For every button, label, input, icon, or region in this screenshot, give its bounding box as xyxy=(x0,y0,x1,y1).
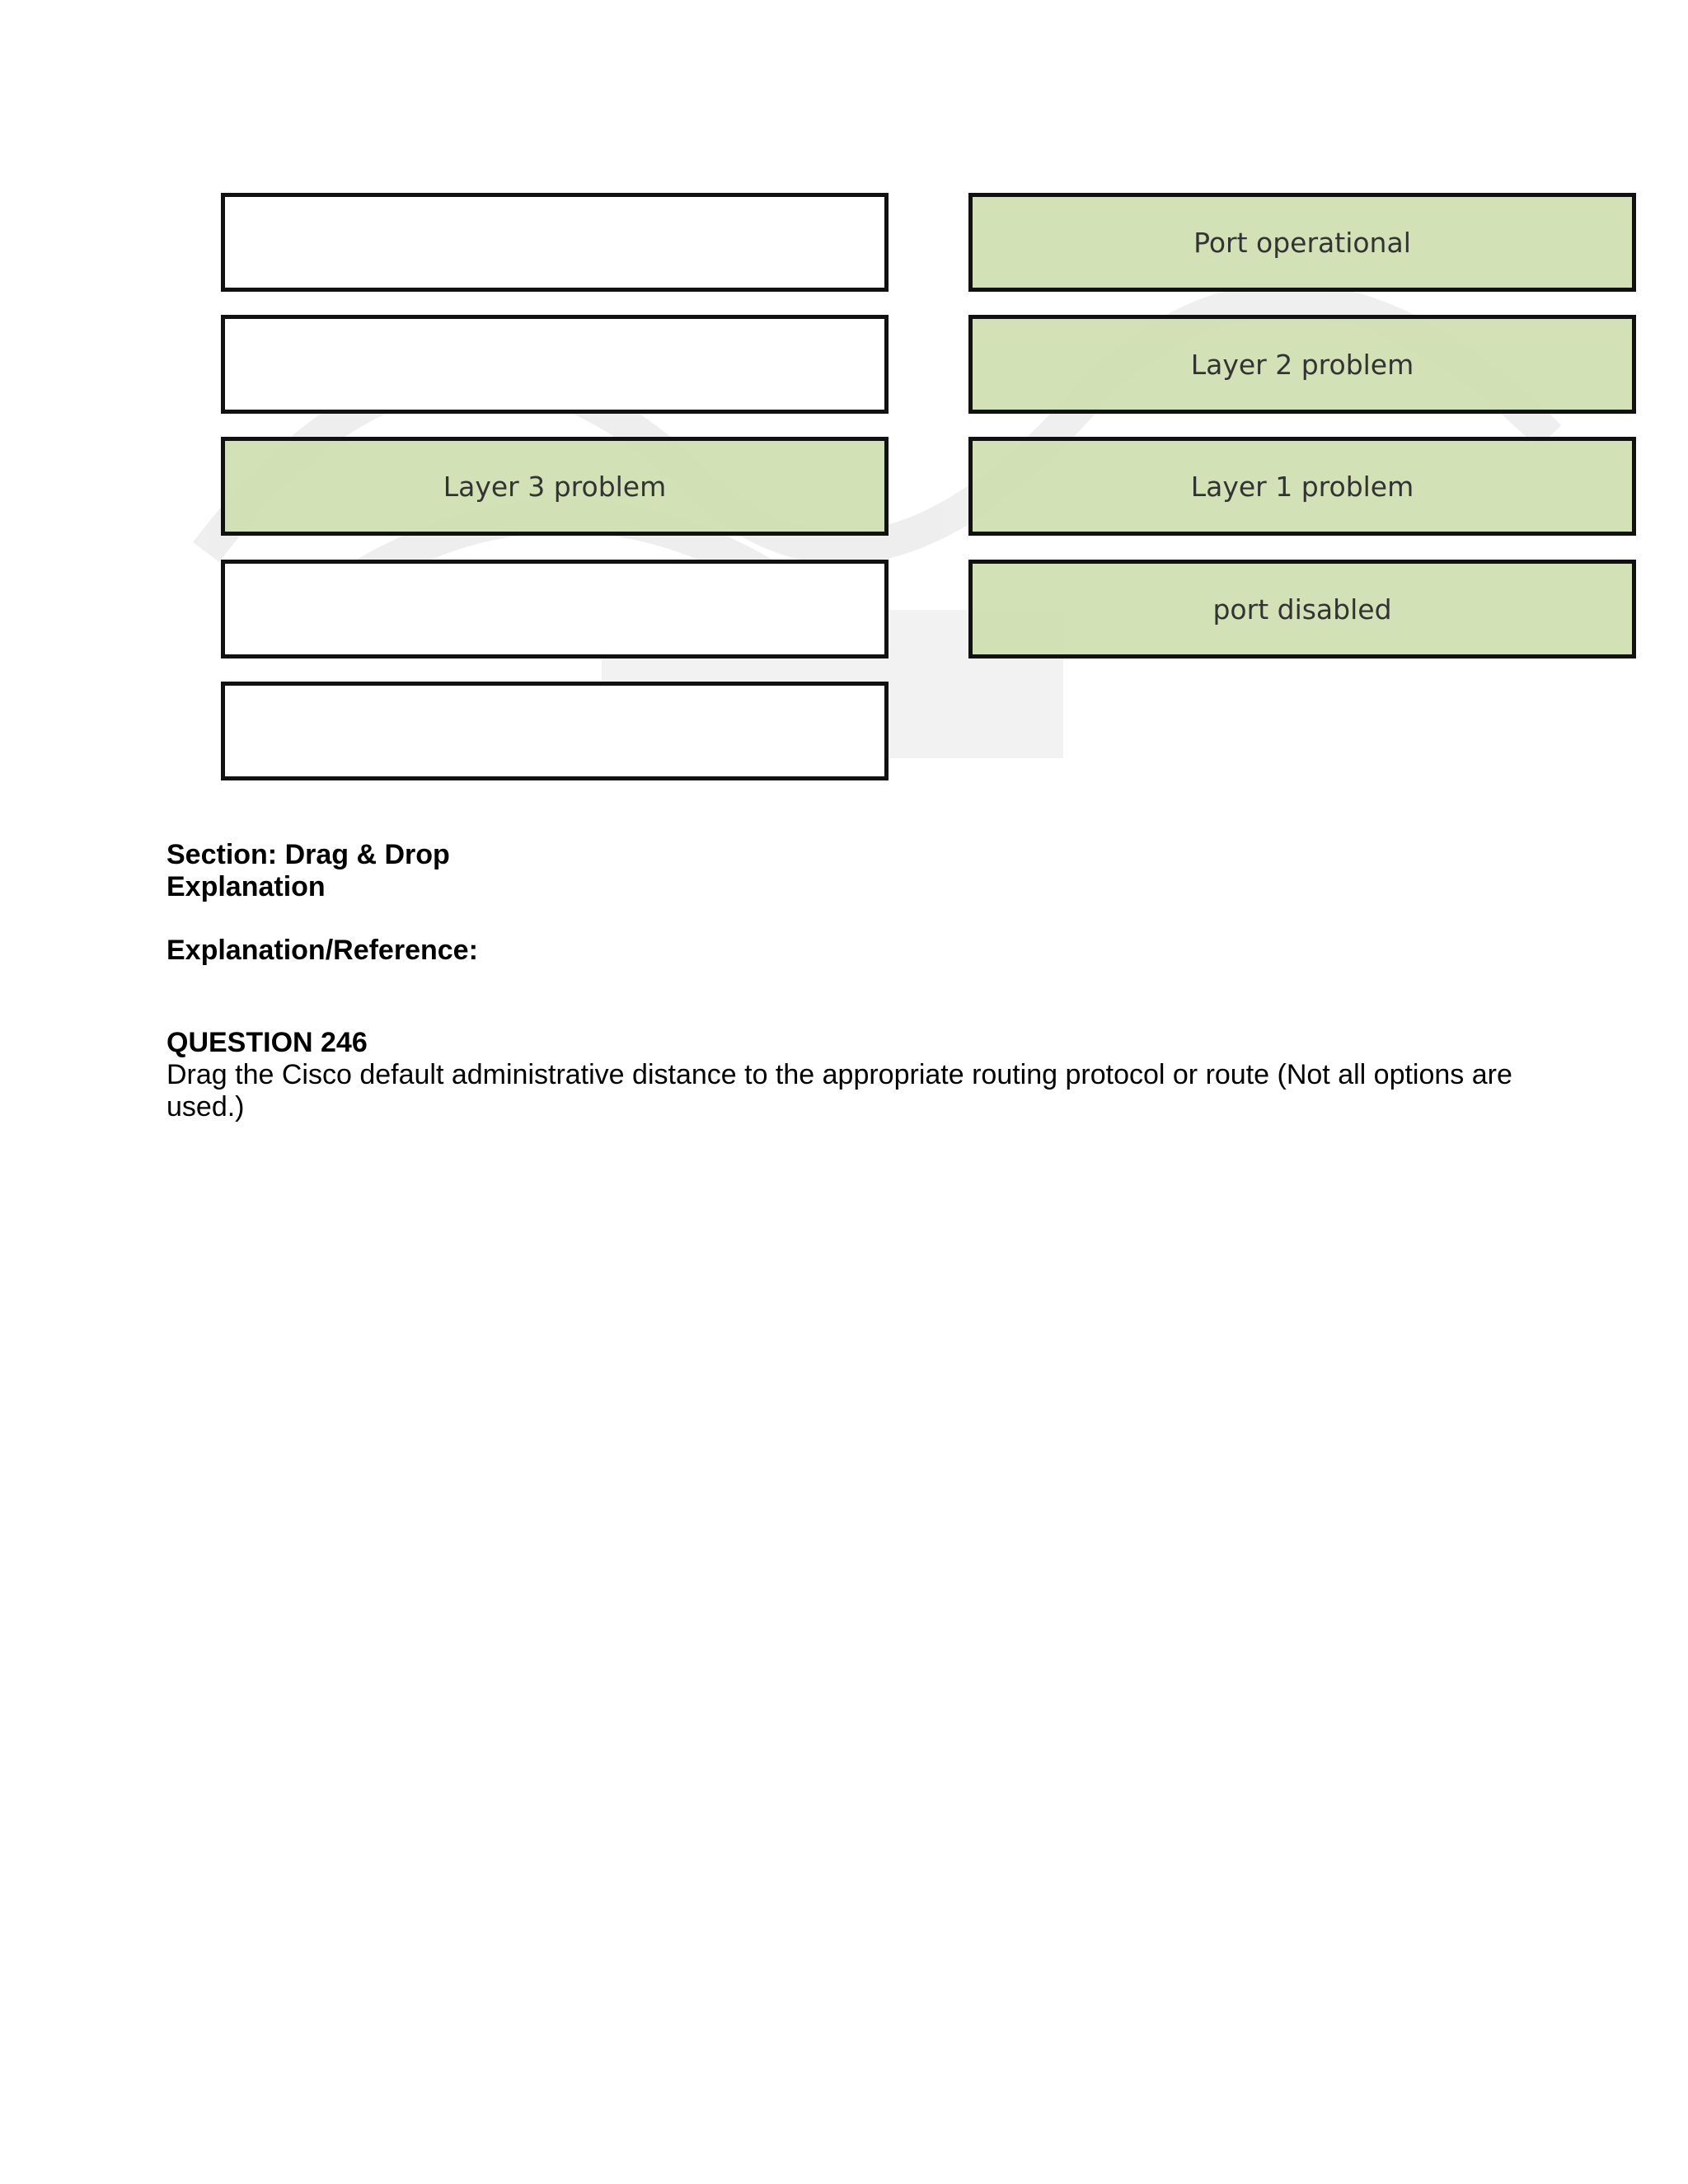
drag-option-layer2-problem[interactable]: Layer 2 problem xyxy=(968,315,1636,414)
drop-target-4[interactable] xyxy=(221,560,889,658)
drag-option-port-disabled[interactable]: port disabled xyxy=(968,560,1636,658)
drop-target-3[interactable]: Layer 3 problem xyxy=(221,437,889,536)
section-label: Section: Drag & Drop xyxy=(166,839,450,870)
drop-target-5[interactable] xyxy=(221,682,889,780)
explanation-heading: Explanation xyxy=(166,871,326,902)
drag-option-layer1-problem[interactable]: Layer 1 problem xyxy=(968,437,1636,536)
drop-target-1[interactable] xyxy=(221,193,889,292)
drag-option-port-operational[interactable]: Port operational xyxy=(968,193,1636,292)
question-text: Drag the Cisco default administrative distance to the appropriate routing protocol or route (Not all options are used.) xyxy=(166,1059,1512,1122)
question-number: QUESTION 246 xyxy=(166,1027,368,1058)
explanation-reference-heading: Explanation/Reference: xyxy=(166,935,478,966)
drop-target-2[interactable] xyxy=(221,315,889,414)
